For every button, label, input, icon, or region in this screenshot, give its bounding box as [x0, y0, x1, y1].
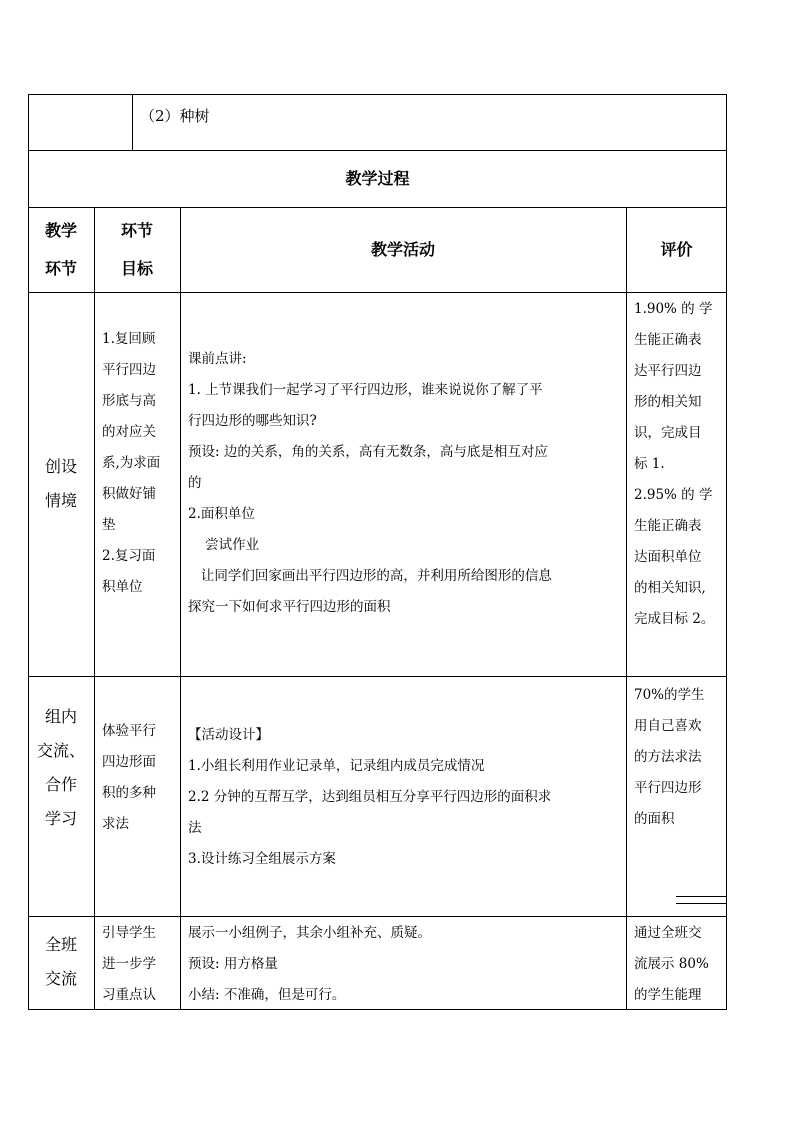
row2-evaluation: 70%的学生 用自己喜欢 的方法求法 平行四边形 的面积 — [634, 687, 705, 827]
rule-after-row-2 — [28, 916, 727, 917]
section-title: 教学过程 — [345, 169, 410, 188]
rule-after-title — [28, 207, 727, 208]
rule-fragment-2 — [676, 903, 726, 904]
header-goal: 环节 目标 — [120, 221, 153, 278]
top-row-divider — [132, 94, 133, 150]
col-divider-1 — [94, 207, 95, 1010]
rule-after-top-row — [28, 150, 727, 151]
col-divider-3 — [626, 207, 627, 1010]
top-row-item: （2）种树 — [140, 107, 210, 125]
header-stage: 教学 环节 — [44, 221, 77, 278]
row1-activity: 课前点讲: 1. 上节课我们一起学习了平行四边形，谁来说说你了解了平 行四边形的哪些知识? 预设: 边的关系，角的关系，高有无数条，高与底是相互对应 的 2.面积单位 尝试作业 让同学们回家画出平行四边形的高，并利用所给图形的信息 探究一下如何求平行四边形的面积 — [188, 351, 552, 615]
row1-stage: 创设 情境 — [44, 457, 77, 510]
row2-stage: 组内 交流、 合作 学习 — [36, 707, 85, 828]
row3-goal: 引导学生 进一步学 习重点认 — [102, 925, 156, 1003]
header-activity: 教学活动 — [370, 240, 435, 259]
row1-goal: 1.复回顾 平行四边 形底与高 的对应关 系,为求面 积做好铺 垫 2.复习面 积单位 — [102, 331, 161, 595]
col-divider-2 — [180, 207, 181, 1010]
row3-stage: 全班 交流 — [44, 935, 77, 988]
row3-evaluation: 通过全班交 流展示 80% 的学生能理 — [634, 925, 709, 1003]
rule-after-headers — [28, 292, 727, 293]
row1-evaluation: 1.90% 的 学 生能正确表 达平行四边 形的相关知 识，完成目 标 1. 2.95% 的 学 生能正确表 达面积单位 的相关知识, 完成目标 2。 — [634, 301, 715, 627]
row2-activity: 【活动设计】 1.小组长利用作业记录单，记录组内成员完成情况 2.2 分钟的互帮互学，达到组员相互分享平行四边形的面积求 法 3.设计练习全组展示方案 — [188, 727, 552, 867]
header-evaluation: 评价 — [660, 240, 693, 259]
row2-goal: 体验平行 四边形面 积的多种 求法 — [102, 723, 156, 832]
rule-after-row-1 — [28, 676, 727, 677]
rule-fragment-1 — [676, 896, 726, 897]
row3-activity: 展示一小组例子，其余小组补充、质疑。 预设: 用方格量 小结: 不准确，但是可行。 — [188, 925, 431, 1003]
